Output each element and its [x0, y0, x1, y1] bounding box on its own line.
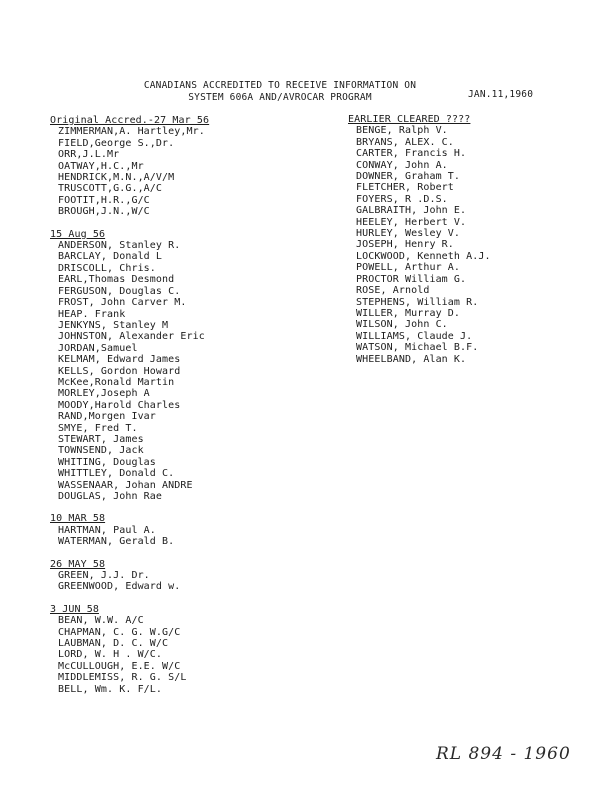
- name-entry: JOHNSTON, Alexander Eric: [58, 331, 205, 343]
- right-column: [348, 114, 578, 376]
- name-entry: WASSENAAR, Johan ANDRE: [58, 479, 193, 491]
- name-entry: GALBRAITH, John E.: [356, 205, 467, 217]
- name-entry: CHAPMAN, C. G. W.G/C: [58, 626, 181, 638]
- name-group: [50, 229, 320, 503]
- handwritten-note: RL 894 - 1960: [436, 744, 571, 764]
- name-entry: SMYE, Fred T.: [58, 422, 138, 434]
- name-entry: WHITING, Douglas: [58, 456, 156, 468]
- name-entry: MIDDLEMISS, R. G. S/L: [58, 672, 187, 684]
- title-line-2: SYSTEM 606A AND/AVROCAR PROGRAM: [188, 92, 372, 103]
- name-entry: BENGE, Ralph V.: [356, 125, 448, 137]
- name-entry: McKee,Ronald Martin: [58, 376, 175, 388]
- name-entry: HENDRICK,M.N.,A/V/M: [58, 172, 175, 184]
- name-entry: LOCKWOOD, Kenneth A.J.: [356, 250, 491, 262]
- name-entry: KELMAM, Edward James: [58, 354, 181, 366]
- name-entry: TRUSCOTT,G.G.,A/C: [58, 183, 163, 195]
- name-entry: DOWNER, Graham T.: [356, 171, 461, 183]
- name-entry: FOYERS, R .D.S.: [356, 193, 448, 205]
- name-entry: FROST, John Carver M.: [58, 297, 187, 309]
- name-group: [50, 604, 320, 695]
- name-entry: BELL, Wm. K. F/L.: [58, 683, 163, 695]
- name-entry: LAUBMAN, D. C. W/C: [58, 638, 169, 650]
- name-entry: JORDAN,Samuel: [58, 342, 138, 354]
- name-entry: FIELD,George S.,Dr.: [58, 137, 175, 149]
- name-group: [348, 114, 578, 365]
- name-group: [50, 115, 320, 218]
- name-entry: WATSON, Michael B.F.: [356, 342, 479, 354]
- name-entry: McCULLOUGH, E.E. W/C: [58, 660, 181, 672]
- name-entry: STEWART, James: [58, 433, 144, 445]
- group-heading: 10 MAR 58: [50, 513, 106, 525]
- name-entry: CARTER, Francis H.: [356, 148, 467, 160]
- name-entry: OATWAY,H.C.,Mr: [58, 160, 144, 172]
- group-heading: 26 MAY 58: [50, 558, 106, 570]
- name-entry: HEELEY, Herbert V.: [356, 216, 467, 228]
- group-heading: Original Accred.-27 Mar 56: [50, 115, 210, 126]
- name-entry: BEAN, W.W. A/C: [58, 615, 144, 627]
- name-entry: POWELL, Arthur A.: [356, 262, 461, 274]
- name-entry: WHITTLEY, Donald C.: [58, 468, 175, 480]
- name-group: [50, 559, 320, 593]
- document-title: [100, 80, 460, 104]
- name-entry: BROUGH,J.N.,W/C: [58, 206, 150, 218]
- name-entry: ZIMMERMAN,A. Hartley,Mr.: [58, 126, 205, 138]
- name-entry: GREENWOOD, Edward w.: [58, 581, 181, 593]
- group-heading: EARLIER CLEARED ????: [348, 114, 471, 125]
- name-entry: LORD, W. H . W/C.: [58, 649, 163, 661]
- name-entry: JENKYNS, Stanley M: [58, 319, 169, 331]
- name-entry: WILSON, John C.: [356, 319, 448, 331]
- name-entry: BRYANS, ALEX. C.: [356, 136, 454, 148]
- name-entry: GREEN, J.J. Dr.: [58, 570, 150, 582]
- name-entry: PROCTOR William G.: [356, 273, 467, 285]
- name-entry: TOWNSEND, Jack: [58, 445, 144, 457]
- name-entry: ORR,J.L.Mr: [58, 149, 120, 161]
- name-entry: STEPHENS, William R.: [356, 296, 479, 308]
- name-group: [50, 513, 320, 547]
- name-entry: HURLEY, Wesley V.: [356, 228, 461, 240]
- name-entry: WATERMAN, Gerald B.: [58, 536, 175, 548]
- group-heading: 15 Aug 56: [50, 228, 106, 240]
- name-entry: BARCLAY, Donald L: [58, 251, 163, 263]
- name-entry: MORLEY,Joseph A: [58, 388, 150, 400]
- name-entry: HEAP. Frank: [58, 308, 126, 320]
- name-entry: ROSE, Arnold: [356, 285, 430, 297]
- name-entry: WHEELBAND, Alan K.: [356, 353, 467, 365]
- name-entry: RAND,Morgen Ivar: [58, 411, 156, 423]
- name-entry: JOSEPH, Henry R.: [356, 239, 454, 251]
- name-entry: WILLIAMS, Claude J.: [356, 330, 473, 342]
- name-entry: ANDERSON, Stanley R.: [58, 240, 181, 252]
- group-heading: 3 JUN 58: [50, 603, 99, 615]
- name-entry: FERGUSON, Douglas C.: [58, 285, 181, 297]
- document-date: JAN.11,1960: [468, 89, 534, 100]
- name-entry: EARL,Thomas Desmond: [58, 274, 175, 286]
- name-entry: FLETCHER, Robert: [356, 182, 454, 194]
- name-entry: WILLER, Murray D.: [356, 307, 461, 319]
- title-line-1: CANADIANS ACCREDITED TO RECEIVE INFORMATION ON: [143, 80, 417, 91]
- name-entry: KELLS, Gordon Howard: [58, 365, 181, 377]
- name-entry: DRISCOLL, Chris.: [58, 262, 156, 274]
- name-entry: DOUGLAS, John Rae: [58, 491, 163, 502]
- name-entry: CONWAY, John A.: [356, 159, 448, 171]
- name-entry: HARTMAN, Paul A.: [58, 524, 156, 536]
- name-entry: FOOTIT,H.R.,G/C: [58, 194, 150, 206]
- left-column: [50, 115, 320, 706]
- name-entry: MOODY,Harold Charles: [58, 399, 181, 411]
